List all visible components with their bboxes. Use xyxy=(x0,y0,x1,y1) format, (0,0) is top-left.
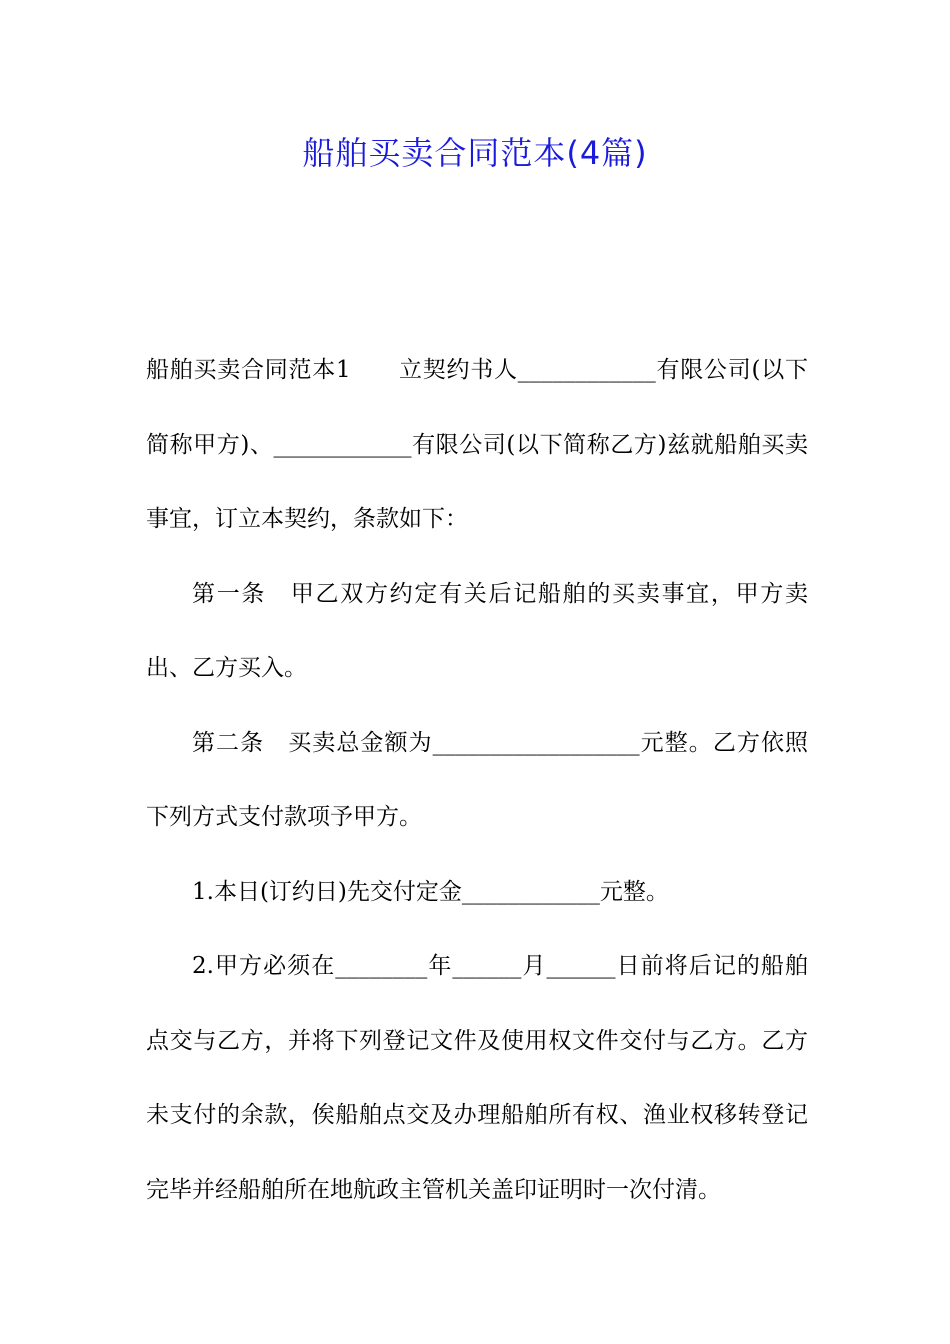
paragraph-item-1: 1.本日(订约日)先交付定金____________元整。 xyxy=(192,878,669,905)
document-title: 船舶买卖合同范本(4篇) xyxy=(302,134,648,172)
paragraph-article-2: 第二条 买卖总金额为__________________元整。乙方依照下列方式支付款项予甲方。 xyxy=(146,729,808,830)
paragraph-article-1: 第一条 甲乙双方约定有关后记船舶的买卖事宜，甲方卖出、乙方买入。 xyxy=(146,580,808,681)
paragraph-intro: 船舶买卖合同范本1 立契约书人____________有限公司(以下简称甲方)、____________有限公司(以下简称乙方)兹就船舶买卖事宜，订立本契约，条款如下： xyxy=(146,357,808,532)
paragraph-item-2: 2.甲方必须在________年______月______日前将后记的船舶点交与乙方，并将下列登记文件及使用权文件交付与乙方。乙方未支付的余款，俟船舶点交及办理船舶所有权、渔业权移转登记完毕并经船舶所在地航政主管机关盖印证明时一次付清。 xyxy=(146,953,808,1203)
document-body xyxy=(146,333,808,1227)
